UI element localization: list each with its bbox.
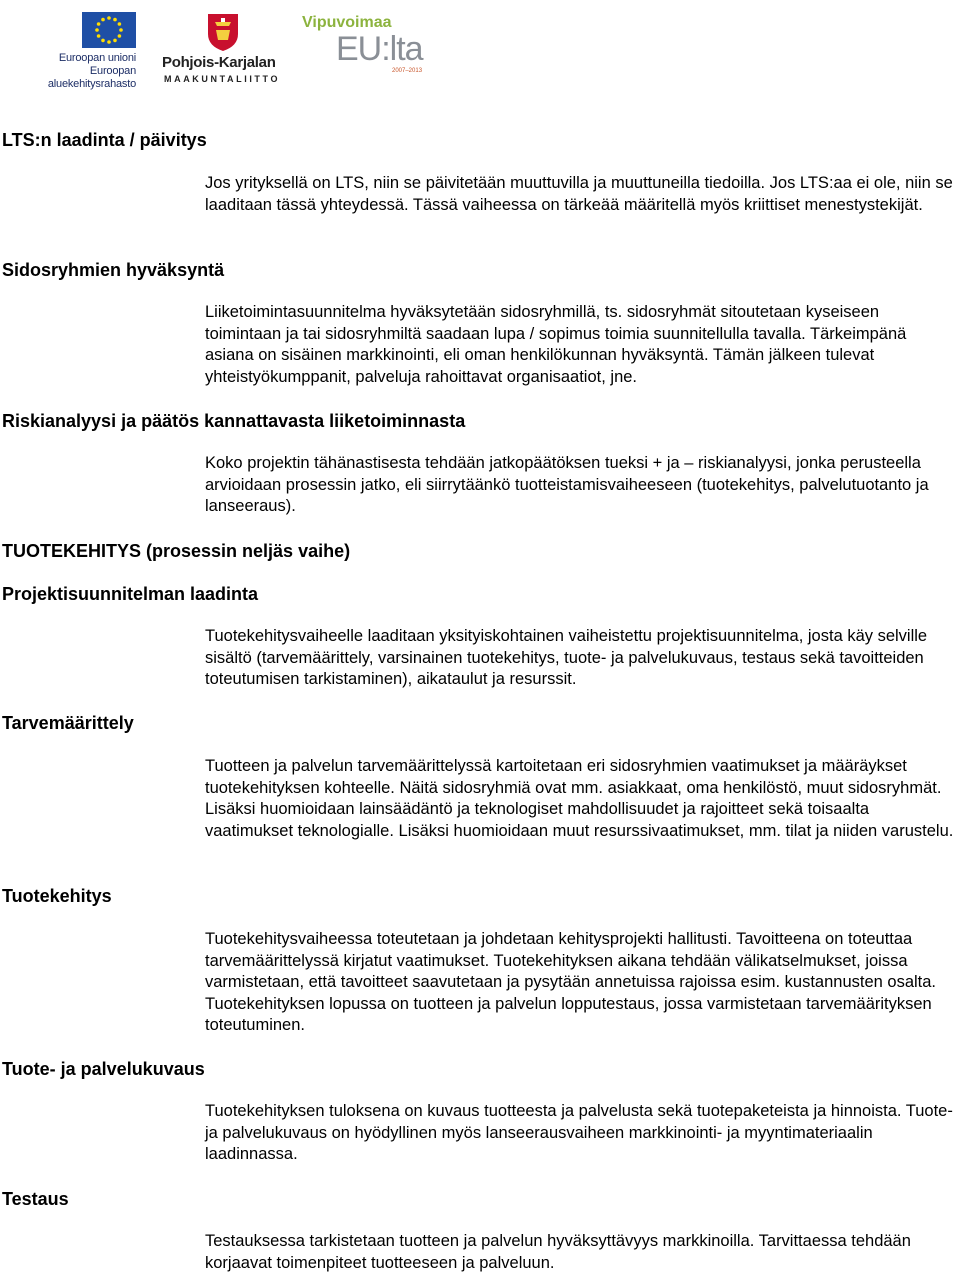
pk-logo-name: Pohjois-Karjalan bbox=[162, 54, 276, 71]
paragraph-tuotekehitys: Tuotekehitysvaiheessa toteutetaan ja johdetaan kehitysprojekti hallitusti. Tavoitteena on toteuttaa tarvemäärittelyssä kirjatut vaatimukset. Tuotekehityksen aikana tehdään välikatselmukset, joissa varmistetaan, että tavoitteet saavutetaan ja pysytään annetuissa rajoissa esim. kustannusten osalta. Tuotekehityksen lopussa on tuotteen ja palvelun lopputestaus, jossa varmistetaan tarvemäärityksen toteutuminen. bbox=[205, 930, 937, 1034]
paragraph-tuotekuvaus: Tuotekehityksen tuloksena on kuvaus tuotteesta ja palvelusta sekä tuotepaketeista ja hinnoista. Tuote- ja palvelukuvaus on hyödyllinen myös lanseerausvaiheen markkinointi- ja myyntimateriaalin laadinnassa. bbox=[205, 1102, 953, 1163]
header-logos bbox=[0, 0, 960, 95]
heading-sidosryhmat: Sidosryhmien hyväksyntä bbox=[2, 260, 225, 280]
heading-riskianalyysi: Riskianalyysi ja päätös kannattavasta liiketoiminnasta bbox=[2, 411, 466, 431]
vipuvoimaa-logo bbox=[302, 14, 432, 78]
heading-lts: LTS:n laadinta / päivitys bbox=[2, 130, 207, 150]
paragraph-projektisuunnitelma: Tuotekehitysvaiheelle laaditaan yksityiskohtainen vaiheistettu projektisuunnitelma, josta käy selville sisältö (tarvemäärittely, varsinainen tuotekehitys, tuote- ja palvelukuvaus, testaus sekä tavoitteiden toteutumisen tarkistaminen), aikataulut ja resurssit. bbox=[205, 627, 928, 688]
heading-tuotekehitys-main: TUOTEKEHITYS (prosessin neljäs vaihe) bbox=[2, 541, 351, 561]
eu-logo-line1: Euroopan unioni bbox=[58, 52, 136, 64]
heading-tarvemaarittely: Tarvemäärittely bbox=[2, 713, 134, 733]
pk-logo-sub: MAAKUNTALIITTO bbox=[164, 74, 281, 84]
pohjois-karjala-logo bbox=[162, 12, 287, 84]
vip-logo-years: 2007–2013 bbox=[392, 68, 423, 74]
paragraph-sidosryhmat: Liiketoimintasuunnitelma hyväksytetään sidosryhmillä, ts. sidosryhmät sitoutetaan kyseiseen toimintaan ja tai sidosryhmiltä saadaan lupa / sopimus toimia suunnitellulla tavalla. Tärkeimpänä asiana on sisäinen markkinointi, eli oman henkilökunnan hyväksyntä. Tämän jälkeen tulevat yhteistyökumppanit, palveluja rahoittavat organisaatiot, jne. bbox=[205, 303, 907, 386]
paragraph-lts: Jos yrityksellä on LTS, niin se päivitetään muuttuvilla ja muuttuneilla tiedoilla. Jos LTS:aa ei ole, niin se laaditaan tässä yhteydessä. Tässä vaiheessa on tärkeää määritellä myös kriittiset menestystekijät. bbox=[205, 174, 953, 214]
vip-logo-eu: EU:lta bbox=[336, 30, 423, 68]
heading-projektisuunnitelma: Projektisuunnitelman laadinta bbox=[2, 584, 259, 604]
paragraph-riskianalyysi: Koko projektin tähänastisesta tehdään jatkopäätöksen tueksi + ja – riskianalyysi, jonka perusteella arvioidaan prosessin jatko, eli siirrytäänkö tuotteistamisvaiheeseen (tuotekehitys, palvelutuotanto ja lanseeraus). bbox=[205, 454, 929, 515]
coat-of-arms-icon bbox=[206, 12, 240, 52]
paragraph-tarvemaarittely: Tuotteen ja palvelun tarvemäärittelyssä kartoitetaan eri sidosryhmien vaatimukset ja määräykset tuotekehityksen kohteelle. Näitä sidosryhmiä ovat mm. asiakkaat, oma henkilöstö, muut sidosryhmät. Lisäksi huomioidaan lainsäädäntö ja teknologiset mahdollisuudet ja rajoitteet sekä toisaalta vaatimukset teknologialle. Lisäksi huomioidaan muut resurssivaatimukset, mm. tilat ja niiden varustelu. bbox=[205, 757, 954, 840]
heading-tuotekuvaus: Tuote- ja palvelukuvaus bbox=[2, 1059, 205, 1079]
eu-flag-icon bbox=[82, 12, 136, 48]
vip-logo-name: Vipuvoimaa bbox=[302, 14, 392, 31]
heading-testaus: Testaus bbox=[2, 1189, 69, 1209]
eu-logo bbox=[4, 12, 136, 90]
heading-tuotekehitys: Tuotekehitys bbox=[2, 886, 112, 906]
paragraph-testaus: Testauksessa tarkistetaan tuotteen ja palvelun hyväksyttävyys markkinoilla. Tarvittaessa tehdään korjaavat toimenpiteet tuotteeseen ja palveluun. bbox=[205, 1232, 911, 1272]
eu-logo-line2: Euroopan aluekehitysrahasto bbox=[47, 65, 136, 90]
